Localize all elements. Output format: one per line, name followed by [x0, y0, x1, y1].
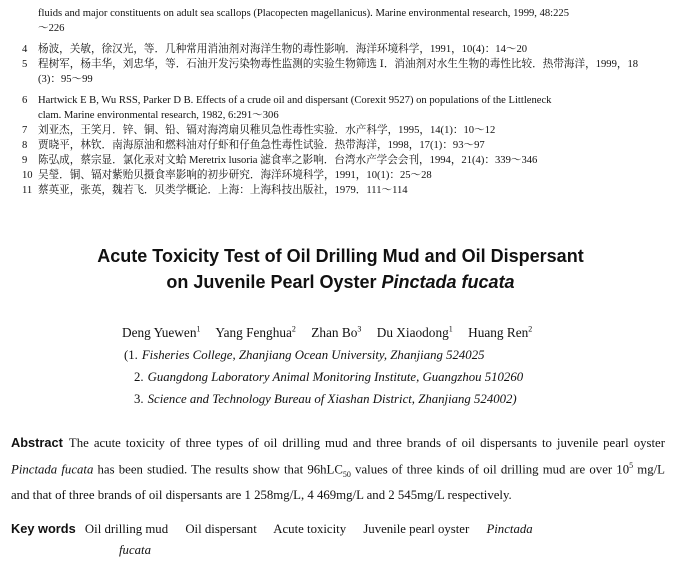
- author-name: Deng Yuewen: [122, 325, 197, 341]
- abstract: [11, 432, 665, 506]
- affiliation-text: Guangdong Laboratory Animal Monitoring Institute, Guangzhou 510260: [147, 370, 524, 384]
- reference-item: [10, 123, 674, 138]
- title-prefix: on Juvenile Pearl Oyster: [166, 272, 382, 292]
- reference-number: 11: [22, 185, 33, 196]
- reference-number: 10: [22, 170, 33, 181]
- author: [122, 325, 200, 340]
- keyword: Oil dispersant: [185, 522, 257, 536]
- affiliation: [134, 370, 523, 385]
- author-affiliation-mark: 1: [448, 325, 453, 334]
- reference-text: Hartwick E B, Wu RSS, Parker D B. Effects of a crude oil and dispersant (Corexit 9527) on populations of the Littleneck: [38, 95, 552, 106]
- abstract-text: mg/L and that of three brands of oil dispersants are 1 258mg/L, 4 469mg/L and 2 545mg/L respectively.: [11, 461, 665, 502]
- affiliation-text: Science and Technology Bureau of Xiashan District, Zhanjiang 524002): [147, 392, 517, 406]
- reference-item: [10, 168, 674, 183]
- keyword: Juvenile pearl oyster: [363, 522, 470, 536]
- reference-item: [10, 93, 674, 108]
- author-affiliation-mark: 1: [196, 325, 201, 334]
- abstract-subscript: 50: [342, 469, 351, 479]
- reference-text: 杨波，关敏，徐汉光，等．几种常用消油剂对海洋生物的毒性影响．海洋环境科学，1991，10(4)：14～20: [38, 44, 528, 55]
- reference-text: (3)：95～99: [38, 74, 93, 85]
- author-affiliation-mark: 3: [357, 325, 362, 334]
- author-name: Du Xiaodong: [376, 325, 449, 341]
- reference-list: [10, 6, 674, 198]
- reference-text: clam. Marine environmental research, 1982, 6:291～306: [38, 110, 279, 121]
- reference-text: 程树军，杨丰华，刘忠华，等．石油开发污染物毒性监测的实验生物筛选 Ⅰ．消油剂对水生生物的毒性比较．热带海洋，1999，18: [38, 59, 639, 70]
- reference-number: 7: [22, 125, 28, 136]
- affiliation: [134, 392, 517, 407]
- paper-title-line-2: [0, 272, 681, 293]
- reference-number: 4: [22, 44, 28, 55]
- author-affiliation-mark: 2: [528, 325, 533, 334]
- keywords: [11, 518, 665, 561]
- title-species: Pinctada fucata: [381, 272, 515, 292]
- abstract-text: has been studied. The results show that 96hLC: [93, 461, 343, 476]
- reference-text: 刘亚杰，王笑月．锌、铜、铅、镉对海湾扇贝稚贝急性毒性实验．水产科学，1995，14(1)：10～12: [38, 125, 496, 136]
- author-name: Zhan Bo: [311, 325, 358, 341]
- reference-text: ～226: [38, 23, 65, 34]
- keyword-continuation: fucata: [119, 543, 151, 557]
- reference-number: 8: [22, 140, 28, 151]
- author-affiliation-mark: 2: [291, 325, 296, 334]
- author: [468, 325, 532, 340]
- affiliation-number: 2.: [134, 370, 144, 384]
- reference-text: 陈弘成，蔡宗显．氯化汞对文蛤 Meretrix lusoria 滤食率之影响．台湾水产学会会刊，1994，21(4)：339～346: [38, 155, 538, 166]
- reference-item: [10, 108, 674, 123]
- reference-item: [10, 183, 674, 198]
- affiliation-text: Fisheries College, Zhanjiang Ocean University, Zhanjiang 524025: [141, 348, 485, 362]
- reference-item: [10, 72, 674, 87]
- abstract-label: Abstract: [11, 435, 63, 450]
- reference-text: 蔡英亚，张英，魏若飞．贝类学概论．上海：上海科技出版社，1979．111～114: [38, 185, 408, 196]
- affiliation-number: 3.: [134, 392, 144, 406]
- author-name: Yang Fenghua: [215, 325, 292, 341]
- keyword: Pinctada: [486, 522, 533, 536]
- abstract-text: values of three kinds of oil drilling mud are over 10: [350, 461, 630, 476]
- reference-item: [10, 21, 674, 36]
- keyword-list: [85, 522, 533, 536]
- reference-number: 6: [22, 95, 28, 106]
- keyword: Oil drilling mud: [84, 522, 169, 536]
- author: [311, 325, 361, 340]
- reference-item: [10, 138, 674, 153]
- reference-number: 5: [22, 59, 28, 70]
- author-list: [122, 325, 544, 341]
- reference-item: [10, 6, 674, 21]
- reference-text: 贾晓平，林钦．南海原油和燃料油对仔虾和仔鱼急性毒性试验．热带海洋，1998，17(1)：93～97: [38, 140, 485, 151]
- abstract-species: Pinctada fucata: [11, 461, 94, 476]
- reference-item: [10, 153, 674, 168]
- reference-text: 吴瑩．铜、镉对紫贻贝摄食率影响的初步研究．海洋环境科学，1991，10(1)：25～28: [38, 170, 432, 181]
- keywords-label: Key words: [11, 521, 76, 536]
- affiliation: [124, 348, 485, 363]
- abstract-superscript: 5: [629, 460, 634, 470]
- paper-title-line-1: Acute Toxicity Test of Oil Drilling Mud and Oil Dispersant: [97, 246, 584, 266]
- author-name: Huang Ren: [468, 325, 529, 341]
- abstract-text: The acute toxicity of three types of oil drilling mud and three brands of oil dispersants to juvenile pearl oyster: [68, 436, 665, 450]
- reference-item: [10, 42, 674, 57]
- author: [377, 325, 453, 340]
- author: [215, 325, 296, 340]
- keyword: Acute toxicity: [273, 522, 347, 536]
- affiliation-number: (1.: [124, 348, 138, 362]
- reference-item: [10, 57, 674, 72]
- reference-number: 9: [22, 155, 28, 166]
- reference-text: fluids and major constituents on adult sea scallops (Placopecten magellanicus). Marine environmental research, 1999, 48:225: [38, 8, 570, 19]
